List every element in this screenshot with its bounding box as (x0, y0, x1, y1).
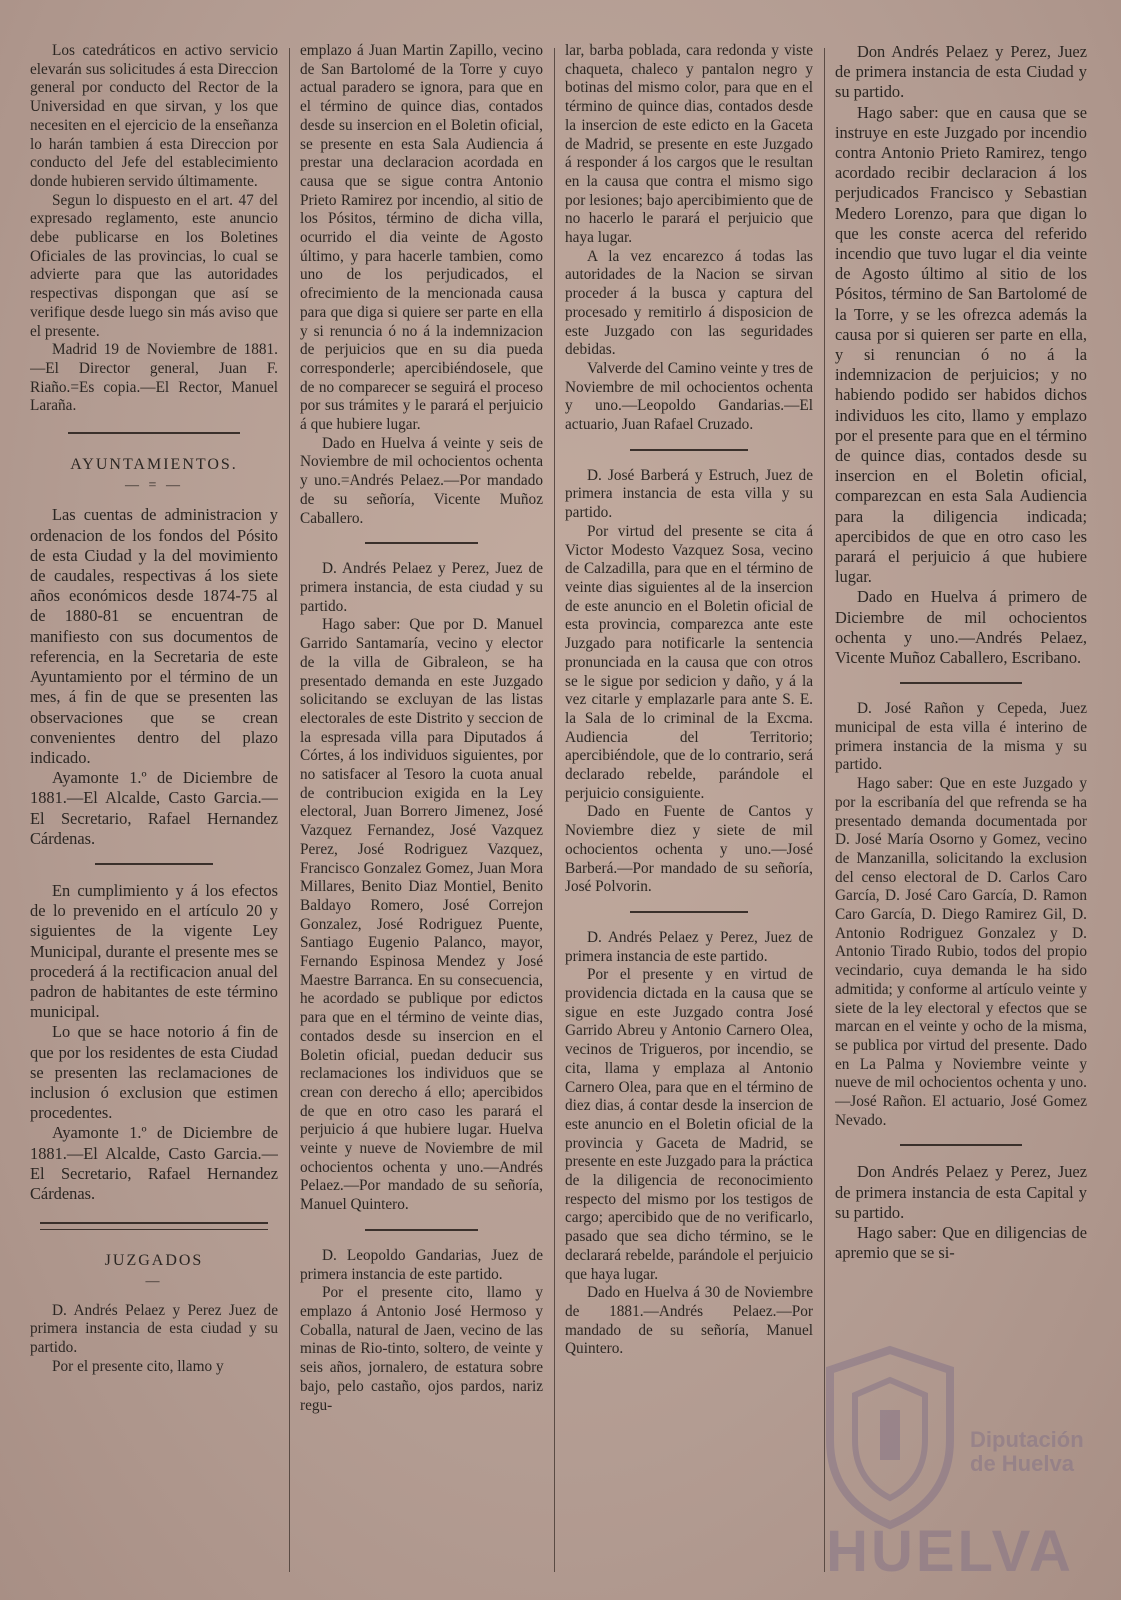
separator-rule (365, 1229, 478, 1231)
watermark-subtext: Diputación de Huelva (970, 1427, 1084, 1476)
separator-rule (68, 432, 240, 434)
paragraph: En cumplimiento y á los efectos de lo prevenido en el artículo 20 y siguientes de la vigente Ley Municipal, durante el presente mes se procederá á la rectificacion anual del padron de habitantes de este término municipal. (30, 880, 278, 1022)
separator-rule (630, 911, 748, 913)
paragraph: Ayamonte 1.º de Diciembre de 1881.—El Alcalde, Casto Garcia.—El Secretario, Rafael Hernandez Cárdenas. (30, 1123, 278, 1203)
paragraph: D. Leopoldo Gandarias, Juez de primera instancia de este partido. (300, 1246, 543, 1283)
paragraph: D. Andrés Pelaez y Perez Juez de primera instancia de esta ciudad y su partido. (30, 1301, 278, 1356)
column-3 (565, 42, 813, 1580)
paragraph: Lo que se hace notorio á fin de que por los residentes de esta Ciudad se presenten las reclamaciones de inclusion ó exclusion que estimen procedentes. (30, 1022, 278, 1123)
paragraph: Don Andrés Pelaez y Perez, Juez de primera instancia de esta Capital y su partido. (835, 1162, 1087, 1222)
paragraph: Hago saber: Que en este Juzgado y por la escribanía del que refrenda se ha presentado demanda documentada por D. José María Osorno y Gomez, vecino de Manzanilla, solicitando la exclusion del censo electoral de D. Carlos Caro García, D. José Caro García, D. Ramon Caro García, D. Diego Ramirez Gil, D. Antonio Rodriguez Gonzalez y D. Antonio Tirado Rubio, todos del propio vecindario, cuya demanda le ha sido admitida; y conforme al artículo veinte y siete de la ley electoral y efectos que se marcan en el veinte y ocho de la misma, se publica por virtud del presente. Dado en La Palma y Noviembre veinte y nueve de mil ochocientos ochenta y uno.—José Rañon. El actuario, José Gomez Nevado. (835, 775, 1087, 1129)
separator-rule (900, 1144, 1022, 1146)
paragraph: D. Andrés Pelaez y Perez, Juez de primera instancia de este partido. (565, 928, 813, 965)
paragraph: Dado en Huelva á veinte y seis de Noviembre de mil ochocientos ochenta y uno.=Andrés Pelaez.—Por mandado de su señoría, Vicente Muñoz Caballero. (300, 434, 543, 527)
paragraph: A la vez encarezco á todas las autoridades de la Nacion se sirvan proceder á la busca y captura del procesado y remitirlo á disposicion de este Juzgado con las seguridades debidas. (565, 247, 813, 359)
paragraph: lar, barba poblada, cara redonda y viste chaqueta, chaleco y pantalon negro y botinas del mismo color, para que en el término de quince dias, contados desde la insercion de este edicto en la Gaceta de Madrid, se presente en este Juzgado á responder á los cargos que le resultan en la causa que contra el mismo sigo por lesiones; bajo apercibimiento que de no hacerlo le parará el perjuicio que haya lugar. (565, 42, 813, 247)
paragraph: Por el presente cito, llamo y (52, 1357, 224, 1375)
section-heading-juzgados: JUZGADOS (104, 1252, 204, 1270)
paragraph: Hago saber: Que por D. Manuel Garrido Santamaría, vecino y elector de la villa de Gibraleon, se ha presentado demanda en este Juzgado solicitando se excluyan de las listas electorales de este Distrito y seccion de la espresada villa para Diputados á Córtes, á los individuos siguientes, por no satisfacer al Tesoro la cuota anual de contribucion exigida en la Ley electoral, Juan Borrero Jimenez, José Vazquez Fernandez, José Vazquez Perez, José Rodriguez Vazquez, Francisco Gonzalez Gomez, Juan Mora Millares, Benito Diaz Montiel, Benito Baldayo Romero, José Correjon Gonzalez, José Rodriguez Puente, Santiago Eugenio Palanco, mayor, Fernando Espinosa Mendez y José Maestre Barranca. En su consecuencia, he acordado se publique por edictos para que en el término de veinte dias, contados desde su insercion en el Boletin oficial, puedan deducir sus reclamaciones los individuos que se crean con derecho á ello; apercibidos de que en otro caso les parará el perjuicio á que hubiere lugar. Huelva veinte y nueve de Noviembre de mil ochocientos ochenta y uno.—Andrés Pelaez.—Por mandado de su señoría, Manuel Quintero. (300, 616, 543, 1214)
section-heading-ayuntamientos: AYUNTAMIENTOS. (70, 456, 238, 474)
paragraph: Los catedráticos en activo servicio elevarán sus solicitudes á esta Direccion general por conducto del Rector de la Universidad en que sirvan, y los que necesiten en el ejercicio de la enseñanza lo harán tambien á esta Direccion por conducto del Jefe del establecimiento donde hubieren servido últimamente. (30, 42, 278, 190)
paragraph: D. José Barberá y Estruch, Juez de primera instancia de esta villa y su partido. (565, 466, 813, 522)
paragraph: Dado en Huelva á primero de Diciembre de mil ochocientos ochenta y uno.—Andrés Pelaez, Vicente Muñoz Caballero, Escribano. (835, 587, 1087, 668)
paragraph: Madrid 19 de Noviembre de 1881.—El Director general, Juan F. Riaño.=Es copia.—El Rector, Manuel Laraña. (30, 341, 278, 415)
paragraph: D. José Rañon y Cepeda, Juez municipal de esta villa é interino de primera instancia de la misma y su partido. (835, 700, 1087, 774)
paragraph: Dado en Fuente de Cantos y Noviembre diez y siete de mil ochocientos ochenta y uno.—José Barberá.—Por mandado de su señoría, José Polvorin. (565, 803, 813, 896)
paragraph: Hago saber: Que en diligencias de apremio que se si- (835, 1223, 1087, 1263)
paragraph: Las cuentas de administracion y ordenacion de los fondos del Pósito de esta Ciudad y la del movimiento de caudales, respectivas á los siete años económicos desde 1874-75 al de 1880-81 se encuentran de manifiesto con sus documentos de referencia, en la Secretaria de este Ayuntamiento por el término de un mes, á fin de que se presenten las observaciones que se crean convenientes dentro del plazo indicado. (30, 505, 278, 767)
separator-rule (630, 449, 748, 451)
paragraph: Hago saber: que en causa que se instruye en este Juzgado por incendio contra Antonio Prieto Ramirez, tengo acordado recibir declaracion á los perjudicados Francisco y Sebastian Medero Lorenzo, para que digan lo que les conste acerca del referido incendio que tuvo lugar el dia veinte de Agosto último al sitio de los Pósitos, término de San Bartolomé de la Torre, y se les ofrezca además la causa por si quieren ser parte en ella, y si renuncian ó no á la indemnizacion de perjuicios; y no habiendo podido ser habidos dichos individuos les cito, llamo y emplazo por el presente para que en el término de quince dias, contados desde su insercion en el Boletin oficial, comparezcan en esta Sala Audiencia para la diligencia indicada; apercibidos de que en otro caso les parará el perjuicio á que hubiere lugar. (835, 102, 1087, 587)
separator-rule (900, 682, 1022, 684)
column-1 (30, 42, 278, 1580)
double-rule (40, 1222, 268, 1230)
paragraph: Segun lo dispuesto en el art. 47 del expresado reglamento, este anuncio debe publicarse en los Boletines Oficiales de las provincias, lo cual se advierte para que las autoridades respectivas dispongan que así se verifique desde luego sin más aviso que el presente. (30, 191, 278, 340)
paragraph: Por virtud del presente se cita á Victor Modesto Vazquez Sosa, vecino de Calzadilla, para que en el término de veinte dias siguientes al de la insercion de este anuncio en el Boletin oficial de esta provincia, comparezca ante este Juzgado para notificarle la sentencia pronunciada en la causa que con otros se le sigue por sedicion y daño, y á la vez citarle y emplazarle para ante S. E. la Sala de lo criminal de la Excma. Audiencia del Territorio; apercibiéndole, que de lo contrario, será declarado rebelde, parándole el perjuicio consiguiente. (565, 522, 813, 802)
column-divider (824, 48, 825, 1572)
paragraph: Valverde del Camino veinte y tres de Noviembre de mil ochocientos ochenta y uno.—Leopoldo Gandarias.—El actuario, Juan Rafael Cruzado. (565, 359, 813, 434)
heading-ornament: — = — (125, 477, 183, 493)
paragraph: Ayamonte 1.º de Diciembre de 1881.—El Alcalde, Casto Garcia.—El Secretario, Rafael Hernandez Cárdenas. (30, 768, 278, 848)
column-divider (554, 48, 555, 1572)
column-2 (300, 42, 543, 1580)
paragraph: Dado en Huelva á 30 de Noviembre de 1881.—Andrés Pelaez.—Por mandado de su señoría, Manuel Quintero. (565, 1284, 813, 1358)
paragraph: Por el presente cito, llamo y emplazo á Antonio José Hermoso y Coballa, natural de Jaen, vecino de las minas de Rio-tinto, soltero, de veinte y seis años, jornalero, de estatura sobre bajo, pelo castaño, ojos pardos, nariz regu- (300, 1284, 543, 1414)
column-4 (835, 42, 1087, 1580)
separator-rule (95, 863, 213, 865)
paragraph: Por el presente y en virtud de providencia dictada en la causa que se sigue en este Juzgado contra José Garrido Abreu y Antonio Carnero Olea, vecinos de Trigueros, por incendio, se cita, llama y emplaza al Antonio Carnero Olea, para que en el término de diez dias, á contar desde la insercion de este anuncio en el Boletin oficial de la provincia y Gaceta de Madrid, se presente en este Juzgado para la práctica de la diligencia de reconocimiento respecto del mismo por los testigos de cargo; apercibido que de no verificarlo, pasado que sea dicho término, se le declarará rebelde, parándole el perjuicio que haya lugar. (565, 966, 813, 1283)
heading-ornament: — (145, 1273, 163, 1289)
paragraph: emplazo á Juan Martin Zapillo, vecino de San Bartolomé de la Torre y cuyo actual paradero se ignora, para que en el término de quince dias, contados desde su insercion en el Boletin oficial, se presente en esta Sala Audiencia á prestar una declaracion acordada en causa que se sigue contra Antonio Prieto Ramirez por incendio, al sitio de los Pósitos, término de dicha villa, ocurrido el dia veinte de Agosto último, y para hacerle tambien, como uno de los perjudicados, el ofrecimiento de la mencionada causa para que diga si quiere ser parte en ella y si renuncia ó no á la indemnizacion de perjuicios que en su dia pueda corresponderle; apercibiéndosele, que de no comparecer se seguirá el proceso por sus trámites y le parará el perjuicio á que hubiere lugar. (300, 42, 543, 434)
paragraph: D. Andrés Pelaez y Perez, Juez de primera instancia, de esta ciudad y su partido. (300, 560, 543, 615)
paragraph: Don Andrés Pelaez y Perez, Juez de primera instancia de esta Ciudad y su partido. (835, 42, 1087, 102)
column-divider (289, 48, 290, 1572)
separator-rule (365, 542, 478, 544)
watermark-text: HUELVA (826, 1519, 1074, 1584)
